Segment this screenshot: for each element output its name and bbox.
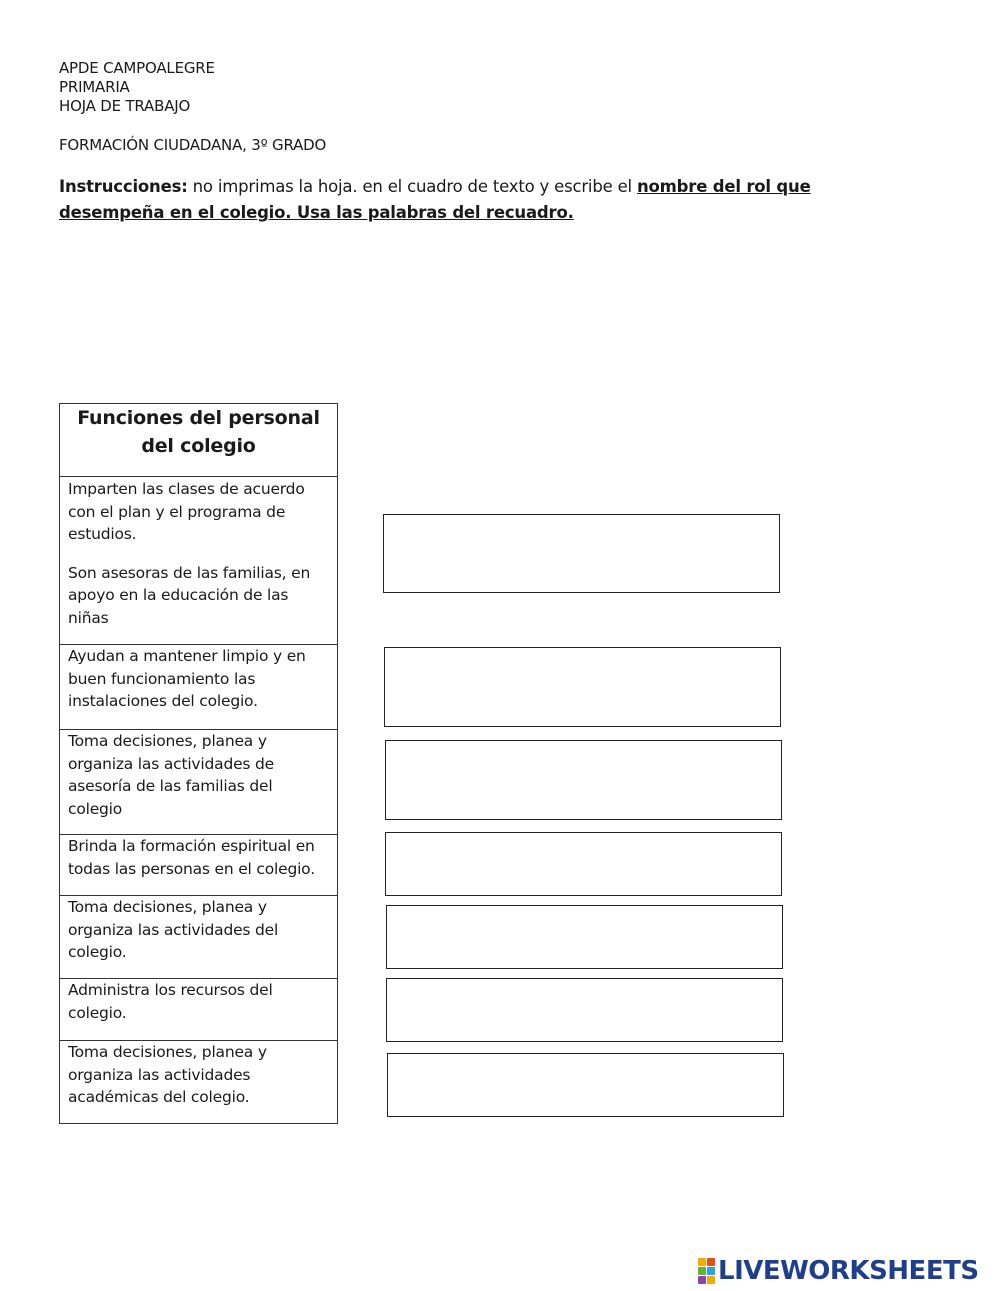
- table-row: [60, 1041, 338, 1124]
- function-description: Administra los recursos del colegio.: [68, 981, 273, 1022]
- table-row: [60, 730, 338, 835]
- answer-box-6[interactable]: [386, 978, 783, 1042]
- instructions: [59, 174, 859, 226]
- answer-box-1[interactable]: [383, 514, 780, 593]
- function-description: Son asesoras de las familias, en apoyo en la educación de las niñas: [68, 563, 311, 627]
- answer-box-3[interactable]: [385, 740, 782, 820]
- table-row: [60, 979, 338, 1041]
- function-description: Ayudan a mantener limpio y en buen funcionamiento las instalaciones del colegio.: [68, 647, 306, 710]
- subject-title: FORMACIÓN CIUDADANA, 3º GRADO: [59, 136, 327, 154]
- answer-box-7[interactable]: [387, 1053, 784, 1117]
- liveworksheets-mark-icon: [698, 1258, 715, 1284]
- function-description: Toma decisiones, planea y organiza las actividades académicas del colegio.: [68, 1043, 267, 1106]
- table-row: [60, 835, 338, 896]
- function-description: Imparten las clases de acuerdo con el plan y el programa de estudios.: [68, 480, 305, 543]
- table-row: [60, 477, 338, 645]
- liveworksheets-logo: [698, 1256, 979, 1286]
- answer-box-2[interactable]: [384, 647, 781, 727]
- answer-box-4[interactable]: [385, 832, 782, 896]
- instructions-emphasis: nombre del rol que desempeña en el colegio. Usa las palabras del recuadro.: [59, 177, 811, 222]
- function-description: Toma decisiones, planea y organiza las actividades del colegio.: [68, 898, 279, 961]
- function-description: Brinda la formación espiritual en todas las personas en el colegio.: [68, 837, 315, 878]
- school-level: PRIMARIA: [59, 78, 130, 96]
- answer-box-5[interactable]: [386, 905, 783, 969]
- liveworksheets-logo-text: LIVEWORKSHEETS: [718, 1256, 979, 1286]
- functions-table: [59, 403, 338, 1124]
- functions-table-heading: Funciones del personal del colegio: [60, 404, 338, 477]
- document-type: HOJA DE TRABAJO: [59, 97, 191, 115]
- table-row: [60, 645, 338, 730]
- instructions-label: Instrucciones:: [59, 177, 188, 196]
- school-name: APDE CAMPOALEGRE: [59, 59, 215, 77]
- function-description: Toma decisiones, planea y organiza las actividades de asesoría de las familias del colegio: [68, 732, 274, 818]
- table-row: [60, 896, 338, 979]
- instructions-text: no imprimas la hoja. en el cuadro de texto y escribe el: [187, 177, 637, 196]
